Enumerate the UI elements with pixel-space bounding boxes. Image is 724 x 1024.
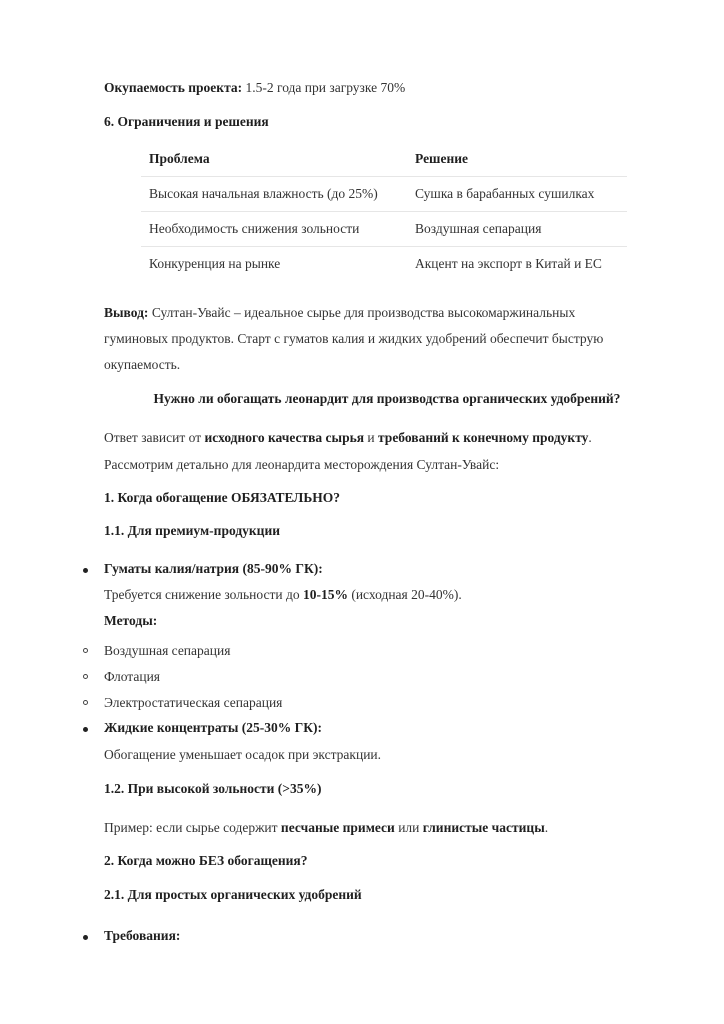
- bullet-circle-icon: [83, 648, 88, 653]
- example-line: [104, 818, 548, 837]
- payback-line: [104, 78, 405, 97]
- intro-line-2: Рассмотрим детально для леонардита месторождения Султан-Увайс:: [104, 457, 500, 472]
- item-1-title: Гуматы калия/натрия (85-90% ГК):: [104, 561, 323, 576]
- methods-label: Методы:: [104, 613, 158, 628]
- bullet-dot-icon: [83, 727, 88, 732]
- example-text: .: [544, 820, 549, 835]
- conclusion-text-1: Султан-Увайс – идеальное сырье для производства высокомаржинальных: [148, 305, 576, 320]
- item-2-text: Обогащение уменьшает осадок при экстракции.: [104, 747, 382, 762]
- table-row: [141, 247, 627, 282]
- intro-text: Ответ зависит от: [104, 430, 205, 445]
- table-row: [141, 177, 627, 212]
- example-text: Пример: если сырье содержит: [104, 820, 281, 835]
- section-1-2-heading: 1.2. При высокой зольности (>35%): [104, 781, 322, 796]
- conclusion-line-3: окупаемость.: [104, 357, 181, 372]
- bullet-circle-icon: [83, 674, 88, 679]
- table-header-row: [141, 142, 627, 177]
- method-item: Воздушная сепарация: [104, 643, 231, 658]
- table-cell: Воздушная сепарация: [407, 212, 627, 247]
- intro-text: .: [588, 430, 592, 445]
- payback-label: Окупаемость проекта:: [104, 80, 243, 95]
- example-text: или: [394, 820, 423, 835]
- section-2-1-heading: 2.1. Для простых органических удобрений: [104, 887, 362, 902]
- conclusion-line-2: гуминовых продуктов. Старт с гуматов калия и жидких удобрений обеспечит быструю: [104, 331, 604, 346]
- table-header-problem: Проблема: [141, 142, 407, 177]
- intro-emphasis-requirements: требований к конечному продукту: [378, 430, 589, 445]
- section-1-1-heading: 1.1. Для премиум-продукции: [104, 523, 281, 538]
- question-title: Нужно ли обогащать леонардит для производства органических удобрений?: [153, 391, 621, 406]
- bullet-circle-icon: [83, 700, 88, 705]
- method-item: Электростатическая сепарация: [104, 695, 283, 710]
- section-2-heading: 2. Когда можно БЕЗ обогащения?: [104, 853, 308, 868]
- payback-value: 1.5-2 года при загрузке 70%: [242, 80, 406, 95]
- table-header-solution: Решение: [407, 142, 627, 177]
- conclusion-label: Вывод:: [104, 305, 149, 320]
- bullet-dot-icon: [83, 568, 88, 573]
- item-2-title: Жидкие концентраты (25-30% ГК):: [104, 720, 323, 735]
- table-cell: Высокая начальная влажность (до 25%): [141, 177, 407, 212]
- table-cell: Необходимость снижения зольности: [141, 212, 407, 247]
- item-1-text-part: (исходная 20-40%).: [347, 587, 462, 602]
- item-1-text-part: Требуется снижение зольности до: [104, 587, 303, 602]
- method-item: Флотация: [104, 669, 161, 684]
- intro-text: и: [364, 430, 379, 445]
- item-1-text-emphasis: 10-15%: [302, 587, 348, 602]
- section-6-heading: 6. Ограничения и решения: [104, 114, 269, 129]
- example-emphasis-sand: песчаные примеси: [280, 820, 395, 835]
- item-1-text: [104, 585, 462, 604]
- table-row: [141, 212, 627, 247]
- table-cell: Конкуренция на рынке: [149, 256, 281, 271]
- conclusion-line-1: [104, 303, 575, 322]
- table-cell: Акцент на экспорт в Китай и ЕС: [415, 256, 602, 271]
- intro-emphasis-source-quality: исходного качества сырья: [204, 430, 365, 445]
- problems-solutions-table: [141, 142, 627, 281]
- example-emphasis-clay: глинистые частицы: [422, 820, 545, 835]
- table-cell: Сушка в барабанных сушилках: [407, 177, 627, 212]
- section-1-heading: 1. Когда обогащение ОБЯЗАТЕЛЬНО?: [104, 490, 341, 505]
- intro-line-1: [104, 428, 592, 447]
- bullet-dot-icon: [83, 935, 88, 940]
- requirements-label: Требования:: [104, 928, 181, 943]
